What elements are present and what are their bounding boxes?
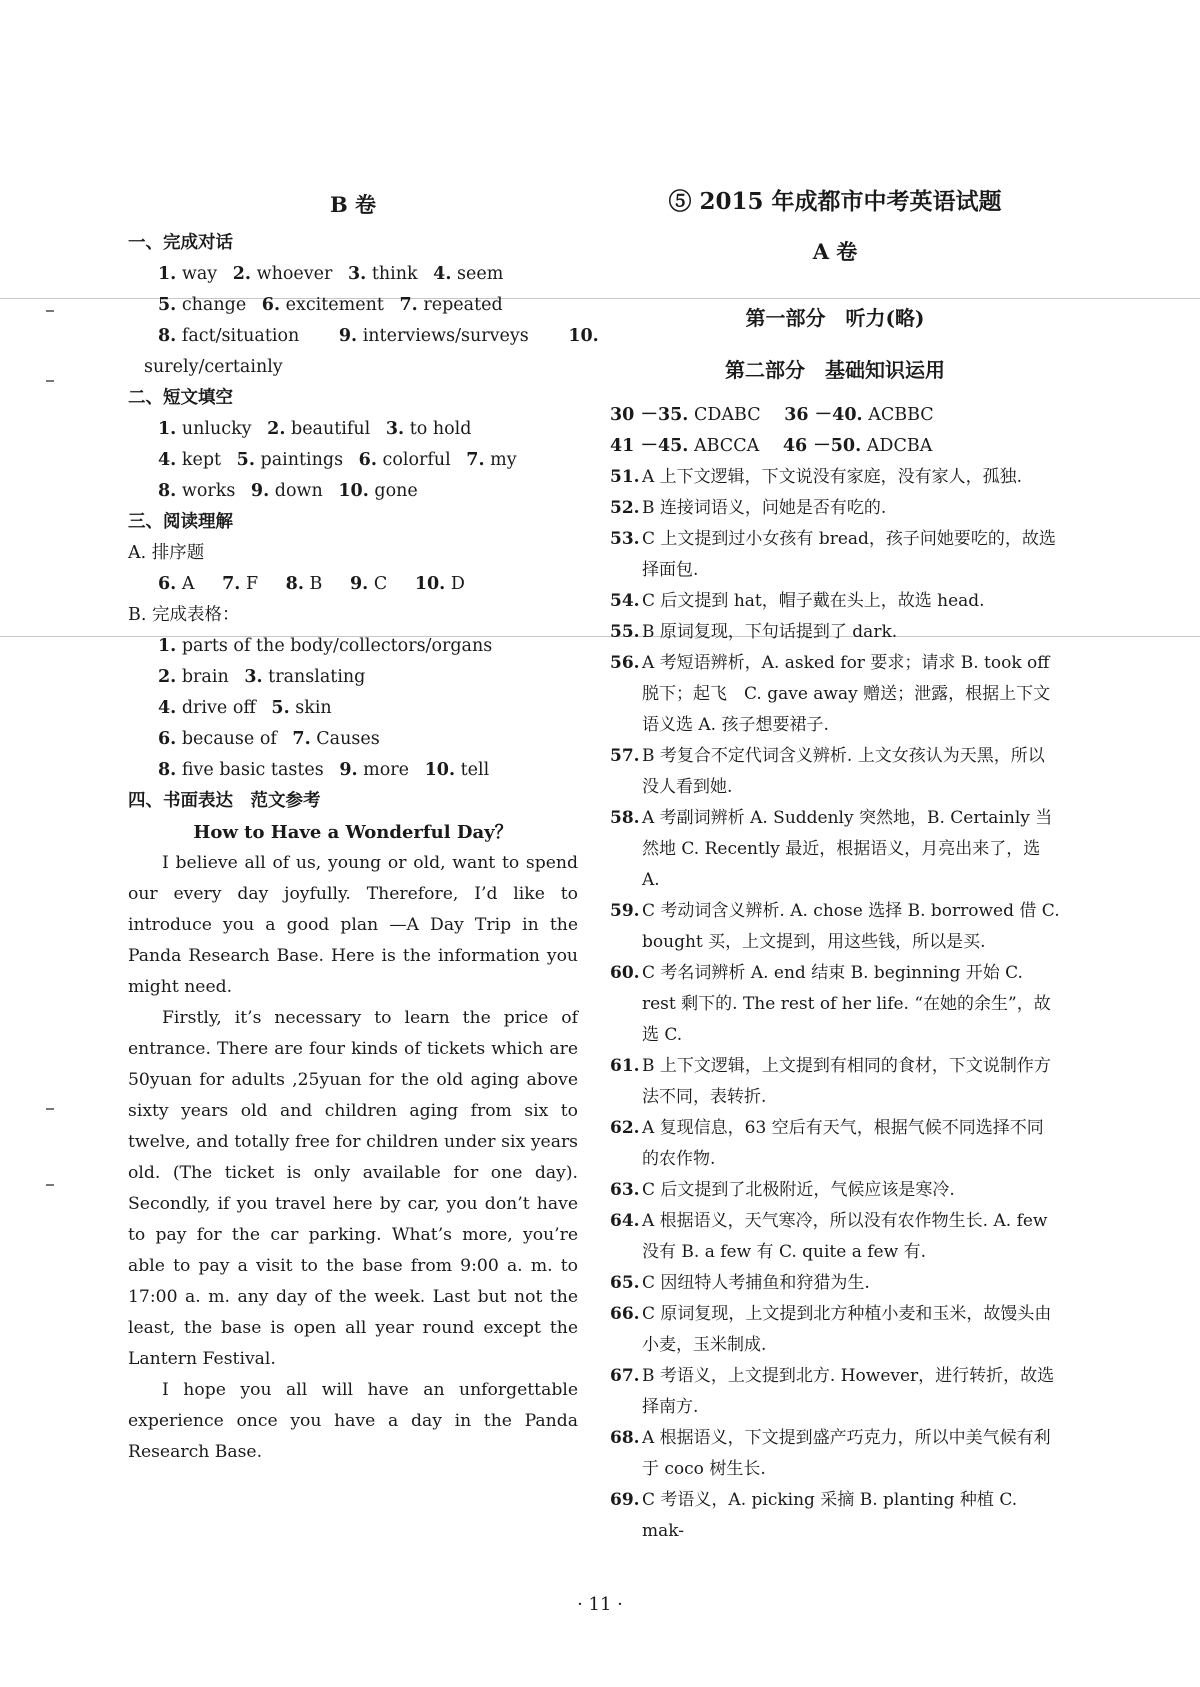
answer-line: 8. works 9. down 10. gone: [158, 481, 418, 501]
answer-line: 1. parts of the body/collectors/organs: [158, 636, 493, 656]
part1-title: 第一部分 听力(略): [745, 306, 925, 330]
part2-title: 第二部分 基础知识运用: [725, 358, 945, 382]
page-number: · 11 ·: [577, 1594, 623, 1615]
section-title-a: A 卷: [812, 239, 858, 264]
answer-item: 54. C 后文提到 hat，帽子戴在头上，故选 head.: [610, 591, 985, 611]
answer-item: 56. A 考短语辨析，A. asked for 要求；请求 B. took off 脱下；起飞 C. gave away 赠送；泄露，根据上下文语义选 A. 孩子想要裙子.: [610, 653, 1051, 735]
exam-title: ⑤ 2015 年成都市中考英语试题: [668, 188, 1002, 215]
part2-heading: 二、短文填空: [128, 388, 233, 408]
answer-line: 2. brain 3. translating: [158, 667, 366, 687]
answer-line: 4. drive off 5. skin: [158, 698, 332, 718]
answer-item: 63. C 后文提到了北极附近，气候应该是寒冷.: [610, 1180, 955, 1200]
scan-mark: [46, 1184, 54, 1186]
part1-heading: 一、完成对话: [128, 233, 233, 253]
answer-item: 68. A 根据语义，下文提到盛产巧克力，所以中美气候有利于 coco 树生长.: [610, 1428, 1051, 1479]
answer-item: 52. B 连接词语义，问她是否有吃的.: [610, 498, 887, 518]
essay-paragraph: I hope you all will have an unforgettable experience once you have a day in the Panda Research Base.: [128, 1380, 578, 1462]
answer-line: 6. because of 7. Causes: [158, 729, 380, 749]
answer-explanations: [610, 462, 1060, 1547]
answer-line: 8. five basic tastes 9. more 10. tell: [158, 760, 490, 780]
answer-item: 58. A 考副词辨析 A. Suddenly 突然地，B. Certainly 当然地 C. Recently 最近，根据语义，月亮出来了，选 A.: [610, 808, 1053, 890]
answer-item: 55. B 原词复现，下句话提到了 dark.: [610, 622, 898, 642]
answer-line-wrap: surely/certainly: [144, 357, 283, 377]
answer-item: 64. A 根据语义，天气寒冷，所以没有农作物生长. A. few 没有 B. a few 有 C. quite a few 有.: [610, 1211, 1048, 1262]
right-column: [610, 182, 1060, 1547]
answer-item: 53. C 上文提到过小女孩有 bread，孩子问她要吃的，故选择面包.: [610, 529, 1056, 580]
answer-line: 4. kept 5. paintings 6. colorful 7. my: [158, 450, 517, 470]
essay-body: [128, 848, 578, 1468]
answer-line: 8. fact/situation 9. interviews/surveys 10.: [158, 326, 599, 346]
answer-line: 1. way 2. whoever 3. think 4. seem: [158, 264, 504, 284]
section-title-b: B 卷: [329, 192, 377, 217]
scan-mark: [46, 310, 54, 312]
answer-line: 1. unlucky 2. beautiful 3. to hold: [158, 419, 472, 439]
scan-mark: [46, 1108, 54, 1110]
left-column: [128, 182, 599, 1468]
answer-item: 61. B 上下文逻辑，上文提到有相同的食材，下文说制作方法不同，表转折.: [610, 1056, 1051, 1107]
answer-item: 57. B 考复合不定代词含义辨析. 上文女孩认为天黑，所以没人看到她.: [610, 746, 1045, 797]
key-line: 41 －45. ABCCA 46 －50. ADCBA: [610, 436, 933, 456]
answer-item: 69. C 考语义，A. picking 采摘 B. planting 种植 C. mak-: [610, 1490, 1018, 1541]
scan-mark: [46, 380, 54, 382]
part4-heading: 四、书面表达 范文参考: [128, 791, 321, 811]
answer-line: 5. change 6. excitement 7. repeated: [158, 295, 503, 315]
answer-item: 62. A 复现信息，63 空后有天气，根据气候不同选择不同的农作物.: [610, 1118, 1044, 1169]
answer-item: 65. C 因纽特人考捕鱼和狩猎为生.: [610, 1273, 870, 1293]
essay-paragraph: Firstly, it’s necessary to learn the price of entrance. There are four kinds of tickets which are 50yuan for adults ,25yuan for the old aging above sixty years old and children aging from six to twelve, and totally free for children under six years old. (The ticket is only available for one day). Secondly, if you travel here by car, you don’t have to pay for the car parking. What’s more, you’re able to pay a visit to the base from 9:00 a. m. to 17:00 a. m. any day of the week. Last but not the least, the base is open all year round except the Lantern Festival.: [128, 1008, 578, 1369]
answer-item: 66. C 原词复现，上文提到北方种植小麦和玉米，故馒头由小麦，玉米制成.: [610, 1304, 1052, 1355]
answer-item: 59. C 考动词含义辨析. A. chose 选择 B. borrowed 借 C. bought 买，上文提到，用这些钱，所以是买.: [610, 901, 1060, 952]
answer-item: 60. C 考名词辨析 A. end 结束 B. beginning 开始 C. rest 剩下的. The rest of her life. “在她的余生”，故选 C.: [610, 963, 1051, 1045]
answer-item: 51. A 上下文逻辑，下文说没有家庭，没有家人，孤独.: [610, 467, 1023, 487]
part3-sub-b: B. 完成表格：: [128, 605, 240, 625]
answer-item: 67. B 考语义，上文提到北方. However，进行转折，故选择南方.: [610, 1366, 1055, 1417]
essay-paragraph: I believe all of us, young or old, want to spend our every day joyfully. Therefore, I’d like to introduce you a good plan —A Day Trip in the Panda Research Base. Here is the information you might need.: [128, 853, 578, 997]
key-line: 30 －35. CDABC 36 －40. ACBBC: [610, 405, 934, 425]
answer-line: 6. A 7. F 8. B 9. C 10. D: [158, 574, 465, 594]
part3-heading: 三、阅读理解: [128, 512, 233, 532]
part3-sub-a: A. 排序题: [128, 543, 205, 563]
essay-title: How to Have a Wonderful Day？: [193, 822, 513, 843]
